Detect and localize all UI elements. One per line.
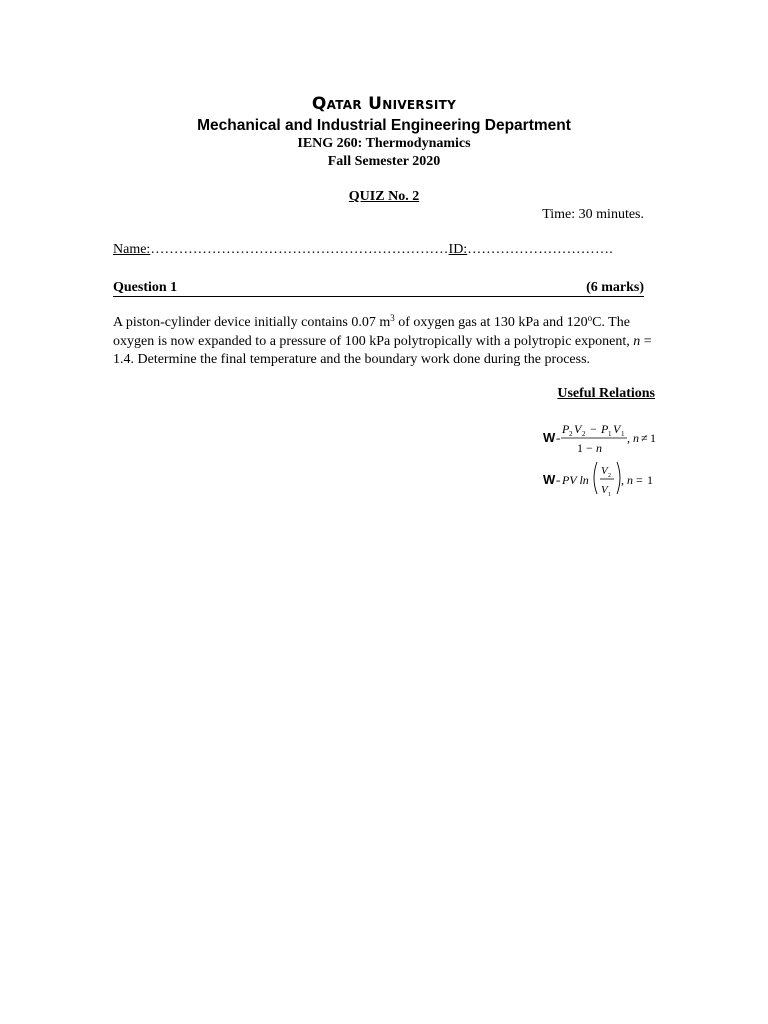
svg-text:P: P xyxy=(562,422,570,436)
quiz-title: QUIZ No. 2 xyxy=(348,189,420,204)
svg-text:1: 1 xyxy=(647,473,653,487)
department-name: Mechanical and Industrial Engineering Department xyxy=(197,117,571,134)
id-label: ID: xyxy=(448,242,468,257)
formula1-denominator xyxy=(577,441,602,455)
svg-text:1: 1 xyxy=(621,430,625,438)
svg-text:P: P xyxy=(601,422,609,436)
formula-block xyxy=(541,420,661,510)
degree-superscript: o xyxy=(587,313,593,323)
question-text-part: C. The oxygen is now expanded to a pressure of 100 kPa polytropically with a polytropic exponent, xyxy=(113,315,634,349)
formula1-condition xyxy=(627,431,656,445)
formula2-w-symbol: W xyxy=(543,472,556,487)
formula1-equals: = xyxy=(556,435,561,444)
useful-relations-title: Useful Relations xyxy=(557,386,655,401)
question-text-part: A piston-cylinder device initially contains 0.07 m xyxy=(113,315,391,330)
time-limit: Time: 30 minutes. xyxy=(542,207,644,222)
svg-text:V: V xyxy=(613,422,621,436)
svg-text:V: V xyxy=(574,422,582,436)
question-header xyxy=(113,280,644,297)
svg-text:1: 1 xyxy=(608,492,611,498)
svg-text:2: 2 xyxy=(582,430,586,438)
svg-text:2: 2 xyxy=(608,473,611,479)
question-text-part: of oxygen gas at 130 kPa and 120 xyxy=(394,315,588,330)
question-marks: (6 marks) xyxy=(586,280,644,295)
svg-text:V: V xyxy=(601,465,608,477)
svg-text:,: , xyxy=(621,473,624,487)
formula2-equals: = xyxy=(556,477,561,486)
formula2-fraction xyxy=(601,465,611,498)
name-field-dots: ……………………………………………………… xyxy=(150,242,449,257)
formula1-w-symbol: W xyxy=(543,430,556,445)
formula2-condition xyxy=(621,473,653,487)
formula2-body: PV ln xyxy=(562,473,589,487)
svg-text:−: − xyxy=(590,422,597,436)
name-label: Name: xyxy=(113,242,151,257)
svg-text:n: n xyxy=(627,473,633,487)
svg-text:1: 1 xyxy=(577,441,583,455)
course-title: IENG 260: Thermodynamics xyxy=(297,136,471,151)
id-field-dots: …………………………. xyxy=(467,242,613,257)
formula2-right-paren xyxy=(617,462,620,494)
svg-text:−: − xyxy=(586,441,593,455)
university-title: Qatar University xyxy=(311,94,457,114)
svg-text:1: 1 xyxy=(650,431,656,445)
svg-text:,: , xyxy=(627,431,630,445)
name-id-row xyxy=(113,242,613,258)
svg-text:n: n xyxy=(596,441,602,455)
svg-text:≠: ≠ xyxy=(641,431,648,445)
question-text xyxy=(113,314,653,370)
svg-text:2: 2 xyxy=(569,430,573,438)
formula1-numerator xyxy=(561,422,625,438)
semester: Fall Semester 2020 xyxy=(327,154,441,169)
svg-text:n: n xyxy=(633,431,639,445)
question-text-part: = 1.4. Determine the final temperature and the boundary work done during the process. xyxy=(113,333,652,367)
polytropic-n: n xyxy=(633,333,641,349)
cubic-superscript: 3 xyxy=(390,313,395,323)
svg-text:=: = xyxy=(636,473,643,487)
formula2-left-paren xyxy=(594,462,597,494)
svg-text:V: V xyxy=(601,484,608,496)
question-label: Question 1 xyxy=(113,280,178,295)
svg-text:1: 1 xyxy=(608,430,612,438)
